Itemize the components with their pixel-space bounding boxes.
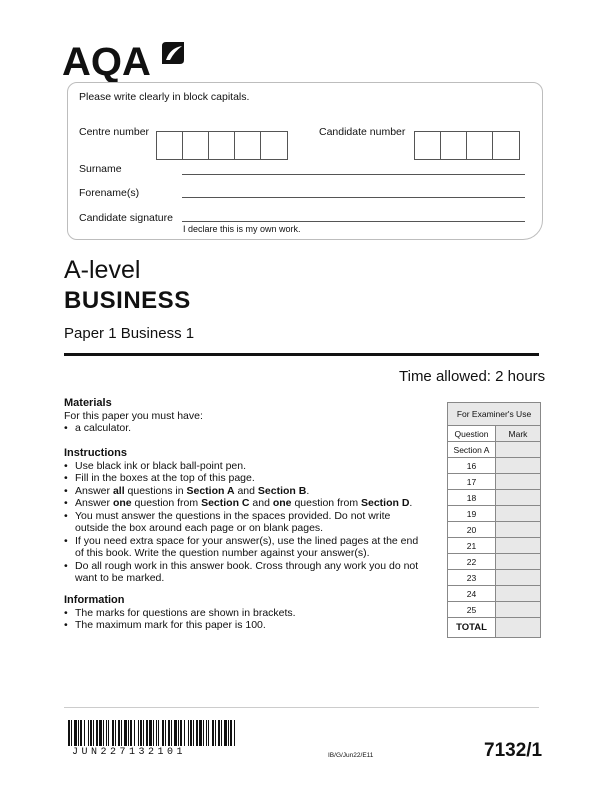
mark-cell[interactable] xyxy=(496,522,541,538)
mark-cell[interactable] xyxy=(496,442,541,458)
instructions-heading: Instructions xyxy=(64,447,127,459)
mark-cell[interactable] xyxy=(496,474,541,490)
candidate-digit-box[interactable] xyxy=(493,132,519,159)
question-cell: 22 xyxy=(448,554,496,570)
aqa-logo: AQA xyxy=(62,40,151,84)
question-cell: 23 xyxy=(448,570,496,586)
list-item: • Do all rough work in this answer book. Cross through any work you do not want to be marked. xyxy=(64,560,426,585)
barcode-bar xyxy=(165,720,166,746)
barcode-bar xyxy=(218,720,220,746)
table-row xyxy=(448,458,541,474)
barcode-bar xyxy=(71,720,72,746)
barcode-bar xyxy=(190,720,192,746)
mark-cell[interactable] xyxy=(496,458,541,474)
barcode-bar xyxy=(158,720,159,746)
surname-field[interactable] xyxy=(182,174,525,175)
question-column-header: Question xyxy=(448,426,496,442)
question-cell: Section A xyxy=(448,442,496,458)
time-allowed: Time allowed: 2 hours xyxy=(399,368,546,385)
barcode-bar xyxy=(103,720,104,746)
barcode-bar xyxy=(234,720,235,746)
forename-field[interactable] xyxy=(182,197,525,198)
table-row xyxy=(448,474,541,490)
paper-title: Paper 1 Business 1 xyxy=(64,325,195,342)
question-cell: 25 xyxy=(448,602,496,618)
question-cell: 21 xyxy=(448,538,496,554)
table-row xyxy=(448,538,541,554)
declaration-text: I declare this is my own work. xyxy=(183,224,301,234)
centre-digit-box[interactable] xyxy=(261,132,287,159)
barcode-bar xyxy=(149,720,152,746)
barcode-bar xyxy=(178,720,179,746)
barcode-bar xyxy=(134,720,135,746)
barcode-bar xyxy=(143,720,144,746)
list-item: • You must answer the questions in the spaces provided. Do not write outside the box around each page or on blank pages. xyxy=(64,510,426,535)
list-item: • a calculator. xyxy=(64,422,434,435)
table-row xyxy=(448,570,541,586)
barcode-bar xyxy=(188,720,189,746)
block-capitals-instruction: Please write clearly in block capitals. xyxy=(79,91,250,103)
centre-number-label: Centre number xyxy=(79,126,150,138)
total-mark-cell[interactable] xyxy=(496,618,541,638)
barcode-bar xyxy=(196,720,198,746)
barcode-bar xyxy=(84,720,85,746)
barcode-bar xyxy=(93,720,94,746)
mark-cell[interactable] xyxy=(496,570,541,586)
list-item: • Answer all questions in Section A and Section B. xyxy=(64,485,426,498)
mark-cell[interactable] xyxy=(496,586,541,602)
information-heading: Information xyxy=(64,594,125,606)
table-row xyxy=(448,442,541,458)
table-row xyxy=(448,586,541,602)
barcode-bar xyxy=(146,720,148,746)
barcode-bar xyxy=(224,720,227,746)
barcode-bar xyxy=(74,720,77,746)
materials-section xyxy=(64,397,434,435)
table-row xyxy=(448,490,541,506)
barcode-bar xyxy=(162,720,164,746)
barcode-bar xyxy=(206,720,207,746)
candidate-digit-box[interactable] xyxy=(415,132,441,159)
barcode-bar xyxy=(171,720,172,746)
document-reference: IB/G/Jun22/E11 xyxy=(328,752,374,759)
barcode xyxy=(68,720,236,746)
mark-cell[interactable] xyxy=(496,554,541,570)
examiner-use-table xyxy=(447,402,541,638)
barcode-bar xyxy=(212,720,214,746)
qualification-level: A-level xyxy=(64,256,141,284)
signature-field[interactable] xyxy=(182,221,525,222)
title-divider xyxy=(64,353,539,356)
barcode-bar xyxy=(193,720,194,746)
barcode-bar xyxy=(221,720,222,746)
aqa-leaf-icon xyxy=(160,40,186,66)
list-item: • Use black ink or black ball-point pen. xyxy=(64,460,426,473)
barcode-bar xyxy=(121,720,122,746)
subject-title: BUSINESS xyxy=(64,287,191,314)
barcode-bar xyxy=(118,720,120,746)
information-list xyxy=(64,607,434,632)
information-section xyxy=(64,594,434,632)
barcode-bar xyxy=(184,720,185,746)
barcode-bar xyxy=(203,720,204,746)
table-row xyxy=(448,554,541,570)
candidate-number-field[interactable] xyxy=(414,131,520,160)
table-row xyxy=(448,506,541,522)
barcode-bar xyxy=(90,720,92,746)
mark-column-header: Mark xyxy=(496,426,541,442)
barcode-bar xyxy=(208,720,209,746)
barcode-bar xyxy=(153,720,154,746)
barcode-bar xyxy=(156,720,157,746)
mark-cell[interactable] xyxy=(496,490,541,506)
barcode-number: JUN227132101 xyxy=(72,747,187,758)
barcode-bar xyxy=(180,720,182,746)
instructions-section xyxy=(64,447,426,585)
materials-list xyxy=(64,422,434,435)
list-item: • The marks for questions are shown in brackets. xyxy=(64,607,434,620)
barcode-bar xyxy=(96,720,98,746)
examiner-table-title: For Examiner's Use xyxy=(448,403,541,426)
mark-cell[interactable] xyxy=(496,506,541,522)
barcode-bar xyxy=(124,720,127,746)
centre-number-field[interactable] xyxy=(156,131,288,160)
barcode-bar xyxy=(128,720,129,746)
barcode-bar xyxy=(88,720,89,746)
footer-divider xyxy=(64,707,539,708)
question-cell: 19 xyxy=(448,506,496,522)
list-item: • Answer one question from Section C and one question from Section D. xyxy=(64,497,426,510)
list-item: • If you need extra space for your answer(s), use the lined pages at the end of this book. Write the question number against your answer(s). xyxy=(64,535,426,560)
list-item: • Fill in the boxes at the top of this page. xyxy=(64,472,426,485)
barcode-bar xyxy=(174,720,177,746)
barcode-bar xyxy=(138,720,139,746)
total-row xyxy=(448,618,541,638)
barcode-bar xyxy=(230,720,232,746)
centre-digit-box[interactable] xyxy=(209,132,235,159)
mark-cell[interactable] xyxy=(496,538,541,554)
barcode-bar xyxy=(108,720,109,746)
mark-cell[interactable] xyxy=(496,602,541,618)
materials-heading: Materials xyxy=(64,397,112,409)
question-cell: 17 xyxy=(448,474,496,490)
barcode-bar xyxy=(78,720,79,746)
barcode-bar xyxy=(168,720,170,746)
candidate-number-label: Candidate number xyxy=(319,126,406,138)
barcode-bar xyxy=(115,720,116,746)
barcode-bar xyxy=(199,720,202,746)
surname-label: Surname xyxy=(79,163,122,175)
question-cell: 18 xyxy=(448,490,496,506)
forename-label: Forename(s) xyxy=(79,187,140,199)
candidate-digit-box[interactable] xyxy=(467,132,493,159)
barcode-bar xyxy=(140,720,142,746)
barcode-bar xyxy=(80,720,82,746)
centre-digit-box[interactable] xyxy=(235,132,261,159)
question-cell: 16 xyxy=(448,458,496,474)
barcode-bar xyxy=(215,720,216,746)
question-cell: 20 xyxy=(448,522,496,538)
table-row xyxy=(448,602,541,618)
instructions-list xyxy=(64,460,426,585)
barcode-bar xyxy=(228,720,229,746)
centre-digit-box[interactable] xyxy=(157,132,183,159)
barcode-bar xyxy=(130,720,132,746)
barcode-bar xyxy=(68,720,70,746)
table-row xyxy=(448,522,541,538)
materials-intro: For this paper you must have: xyxy=(64,409,203,422)
centre-digit-box[interactable] xyxy=(183,132,209,159)
barcode-bar xyxy=(106,720,107,746)
paper-code: 7132/1 xyxy=(484,740,543,761)
signature-label: Candidate signature xyxy=(79,212,173,224)
question-cell: 24 xyxy=(448,586,496,602)
barcode-bar xyxy=(99,720,102,746)
total-label: TOTAL xyxy=(448,618,496,638)
barcode-bar xyxy=(112,720,114,746)
candidate-digit-box[interactable] xyxy=(441,132,467,159)
list-item: • The maximum mark for this paper is 100. xyxy=(64,619,434,632)
